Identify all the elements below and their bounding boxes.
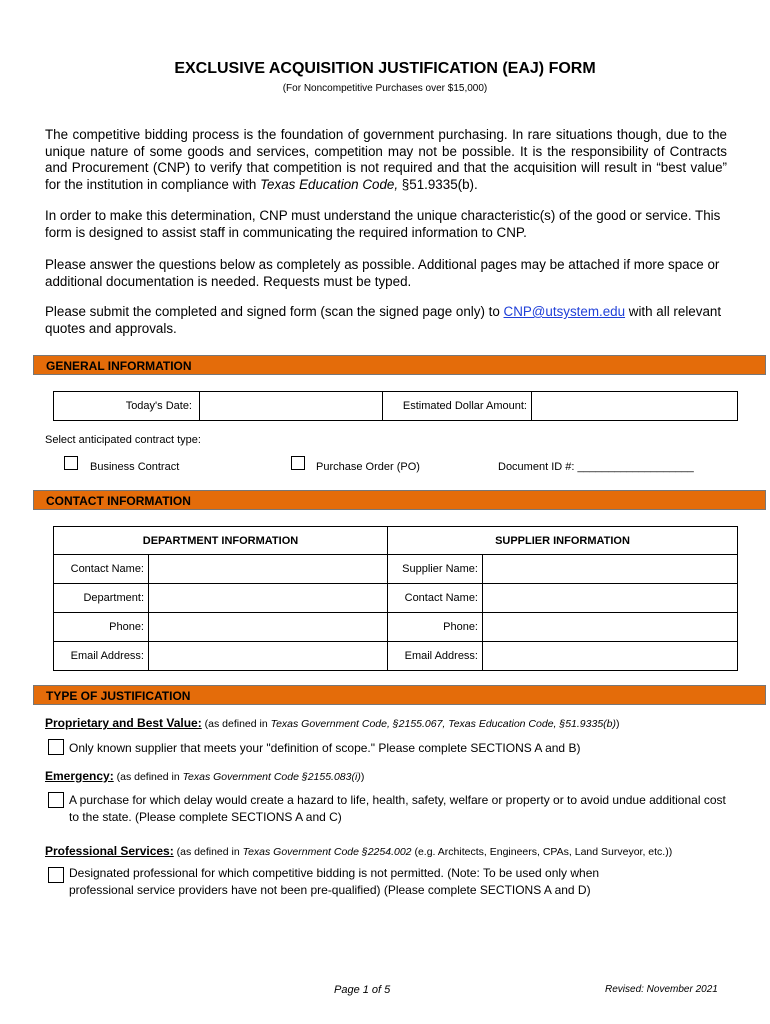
contact-information-title: CONTACT INFORMATION	[46, 494, 191, 508]
estimated-amount-label: Estimated Dollar Amount:	[402, 400, 527, 412]
intro-p1-text: The competitive bidding process is the foundation of government purchasing. In rare situations though, due to the unique nature of some goods and services, competition may not be possible. It is the responsibility of Contracts and Procurement (CNP) to verify that competition is not required and that the acquisition will result in “best value” for the institution in compliance with	[45, 127, 727, 192]
proprietary-def-citation: Texas Government Code, §2155.067, Texas Education Code, §51.9335(b)	[270, 718, 616, 730]
purchase-order-label: Purchase Order (PO)	[316, 461, 420, 473]
supplier-contact-name-field[interactable]	[483, 584, 738, 613]
contact-information-header	[33, 490, 766, 510]
dept-contact-name-field[interactable]	[149, 555, 388, 584]
intro-p1-end: §51.9335(b).	[398, 176, 478, 192]
table-row	[54, 555, 738, 584]
supplier-information-heading: SUPPLIER INFORMATION	[388, 527, 738, 555]
intro-paragraph-3: Please answer the questions below as completely as possible. Additional pages may be attached if more space or additional documentation is needed. Requests must be typed.	[45, 257, 720, 289]
emergency-def-citation: Texas Government Code §2155.083(i)	[182, 771, 361, 783]
dept-contact-name-label: Contact Name:	[54, 555, 149, 584]
supplier-name-label: Supplier Name:	[388, 555, 483, 584]
intro-p4-start: Please submit the completed and signed form (scan the signed page only) to	[45, 304, 504, 319]
proprietary-checkbox[interactable]	[48, 739, 64, 755]
estimated-amount-field[interactable]	[532, 392, 737, 420]
proprietary-heading-label: Proprietary and Best Value:	[45, 716, 202, 730]
emergency-def-start: (as defined in	[113, 771, 183, 783]
dept-department-label: Department:	[54, 584, 149, 613]
department-information-heading: DEPARTMENT INFORMATION	[54, 527, 388, 555]
intro-paragraph-4	[45, 304, 727, 337]
proprietary-heading	[45, 716, 620, 730]
business-contract-checkbox[interactable]	[64, 456, 78, 470]
intro-paragraph-1	[45, 127, 727, 193]
intro-p1-citation: Texas Education Code,	[260, 176, 399, 192]
divider	[382, 391, 383, 421]
contact-table	[53, 526, 738, 671]
intro-paragraph-2: In order to make this determination, CNP must understand the unique characteristic(s) of the good or service. This form is designed to assist staff in communicating the required information to CNP.	[45, 208, 721, 240]
general-information-title: GENERAL INFORMATION	[46, 359, 192, 373]
form-title: EXCLUSIVE ACQUISITION JUSTIFICATION (EAJ) FORM	[174, 60, 596, 77]
emergency-option-text: A purchase for which delay would create a hazard to life, health, safety, welfare or property or to avoid undue additional cost to the state. (Please complete SECTIONS A and C)	[69, 793, 726, 824]
table-row	[54, 642, 738, 671]
dept-department-field[interactable]	[149, 584, 388, 613]
justification-header	[33, 685, 766, 705]
general-information-header	[33, 355, 766, 375]
supplier-phone-label: Phone:	[388, 613, 483, 642]
todays-date-label: Today's Date:	[125, 400, 192, 412]
dept-phone-field[interactable]	[149, 613, 388, 642]
table-row	[54, 584, 738, 613]
professional-heading-label: Professional Services:	[45, 844, 174, 858]
professional-def-start: (as defined in	[173, 846, 243, 858]
professional-def-citation: Texas Government Code §2254.002	[242, 846, 412, 858]
professional-option-text: Designated professional for which competitive bidding is not permitted. (Note: To be used only when professional service providers have not been pre-qualified) (Please complete SECTIONS A and D)	[69, 866, 600, 897]
contract-type-prompt: Select anticipated contract type:	[45, 434, 201, 446]
page-number: Page 1 of 5	[334, 984, 391, 996]
business-contract-label: Business Contract	[90, 461, 180, 473]
emergency-heading-label: Emergency:	[45, 769, 114, 783]
supplier-phone-field[interactable]	[483, 613, 738, 642]
proprietary-def-end: )	[616, 718, 620, 730]
professional-services-heading	[45, 844, 672, 858]
professional-services-checkbox[interactable]	[48, 867, 64, 883]
contact-table-header-row	[54, 527, 738, 555]
todays-date-field[interactable]	[200, 392, 382, 420]
table-row	[54, 613, 738, 642]
proprietary-option-text: Only known supplier that meets your "definition of scope." Please complete SECTIONS A and B)	[69, 741, 581, 755]
justification-title: TYPE OF JUSTIFICATION	[46, 689, 191, 703]
purchase-order-checkbox[interactable]	[291, 456, 305, 470]
form-subtitle: (For Noncompetitive Purchases over $15,000)	[282, 83, 488, 94]
dept-email-field[interactable]	[149, 642, 388, 671]
document-id-field[interactable]: Document ID #: ___________________	[498, 461, 694, 473]
revised-date: Revised: November 2021	[605, 984, 718, 995]
proprietary-def-start: (as defined in	[201, 718, 271, 730]
supplier-email-field[interactable]	[483, 642, 738, 671]
cnp-email-link[interactable]: CNP@utsystem.edu	[503, 304, 626, 319]
dept-email-label: Email Address:	[54, 642, 149, 671]
supplier-email-label: Email Address:	[388, 642, 483, 671]
dept-phone-label: Phone:	[54, 613, 149, 642]
supplier-contact-name-label: Contact Name:	[388, 584, 483, 613]
professional-def-end: (e.g. Architects, Engineers, CPAs, Land Surveyor, etc.))	[411, 846, 673, 858]
intro-p4-end: with all relevant quotes and approvals.	[45, 304, 722, 336]
emergency-def-end: )	[360, 771, 365, 783]
emergency-checkbox[interactable]	[48, 792, 64, 808]
general-info-fields	[53, 391, 738, 421]
supplier-name-field[interactable]	[483, 555, 738, 584]
emergency-heading	[45, 769, 364, 783]
